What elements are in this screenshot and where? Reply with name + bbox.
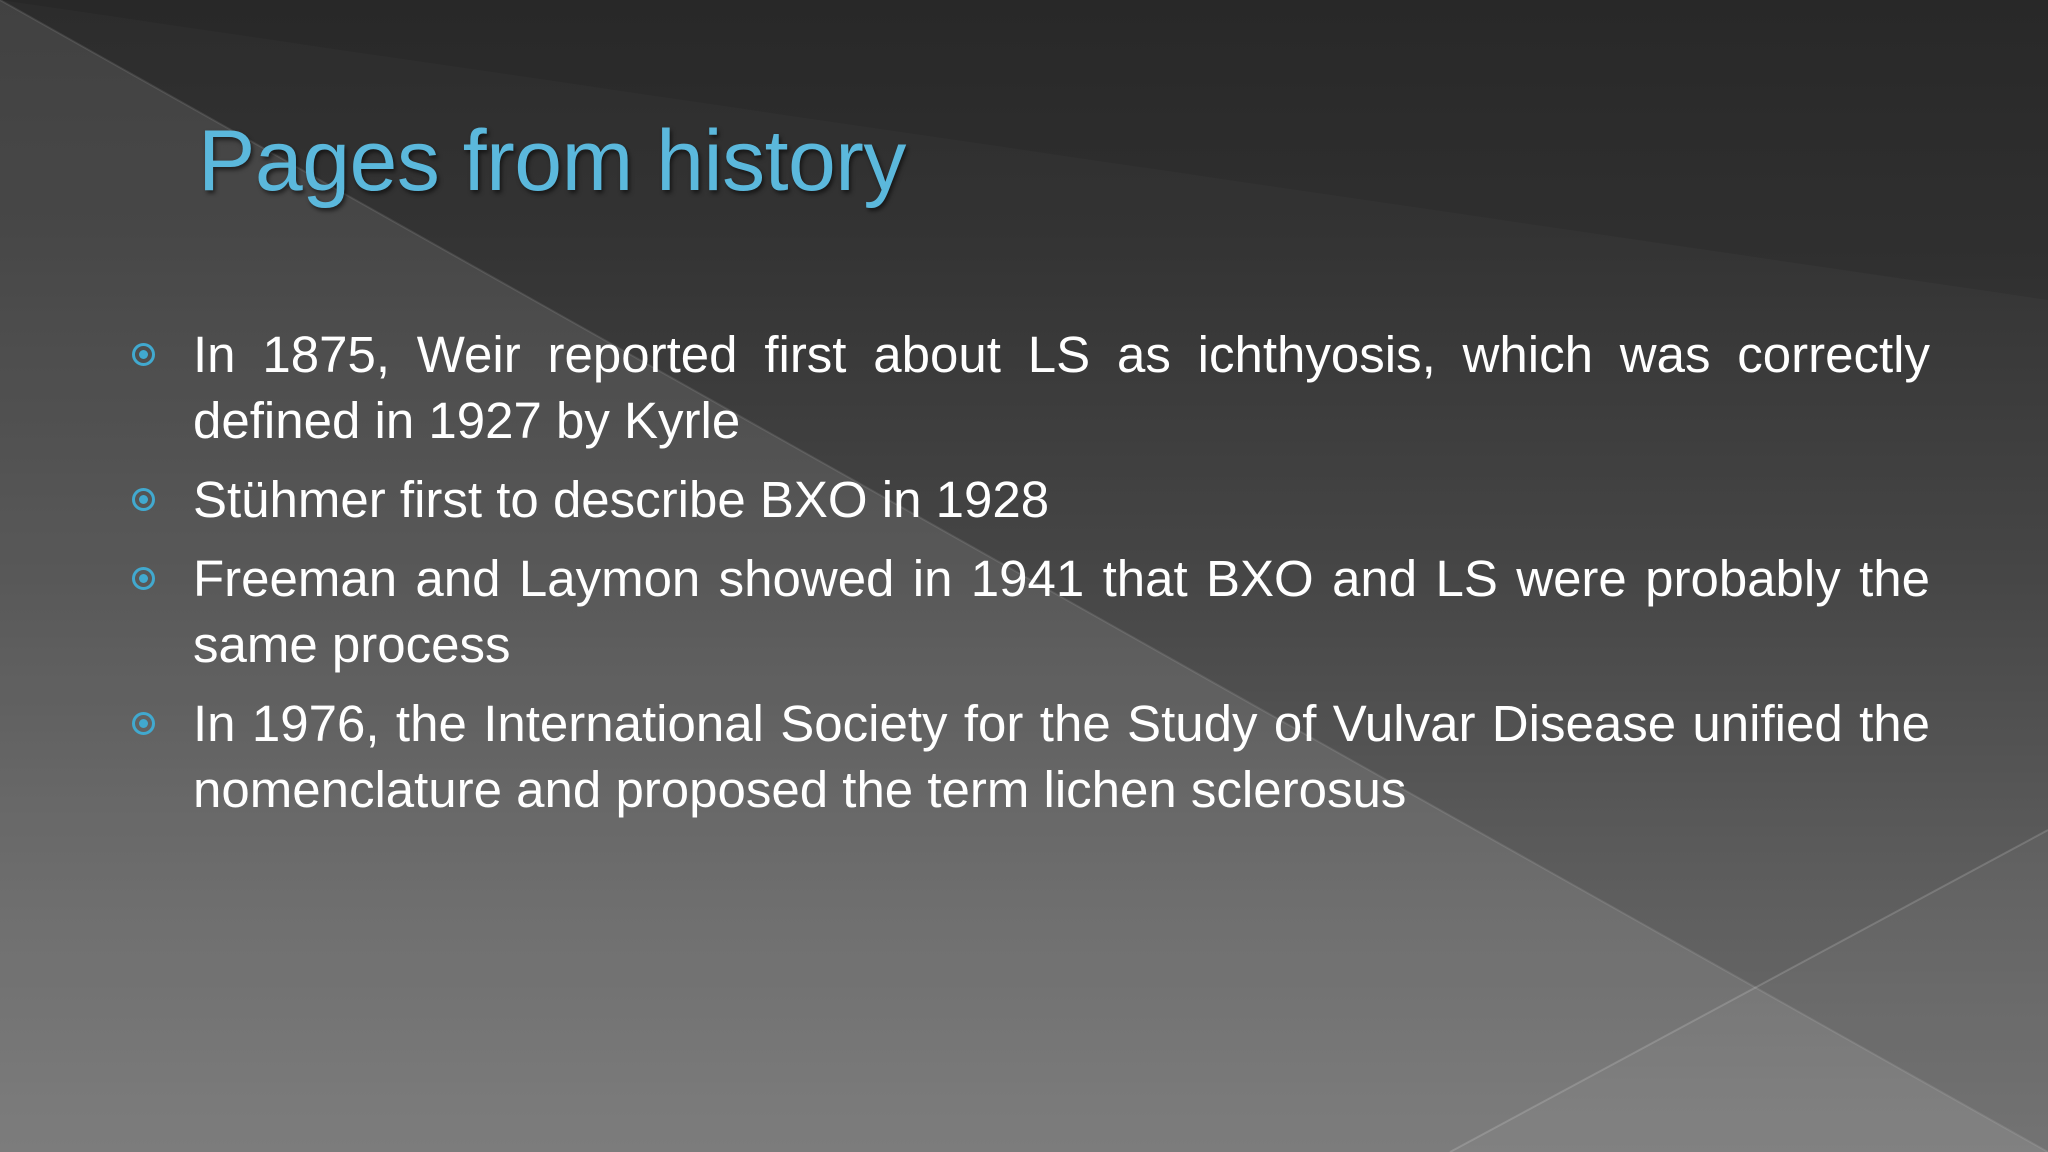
- circle-dot-icon: [132, 343, 155, 366]
- circle-dot-icon: [132, 488, 155, 511]
- bullet-item: [130, 546, 1930, 678]
- bullet-text: In 1875, Weir reported first about LS as ichthyosis, which was correctly defined in 1927 by Kyrle: [193, 326, 1930, 449]
- bullet-list: [130, 322, 1930, 836]
- bullet-item: [130, 691, 1930, 823]
- circle-dot-icon: [132, 712, 155, 735]
- bullet-text: Freeman and Laymon showed in 1941 that BXO and LS were probably the same process: [193, 550, 1930, 673]
- bullet-text: In 1976, the International Society for the Study of Vulvar Disease unified the nomenclature and proposed the term lichen sclerosus: [193, 695, 1930, 818]
- bullet-item: [130, 322, 1930, 454]
- slide-title: Pages from history: [198, 113, 906, 209]
- bullet-text: Stühmer first to describe BXO in 1928: [193, 471, 1050, 528]
- circle-dot-icon: [132, 567, 155, 590]
- bullet-item: [130, 467, 1930, 533]
